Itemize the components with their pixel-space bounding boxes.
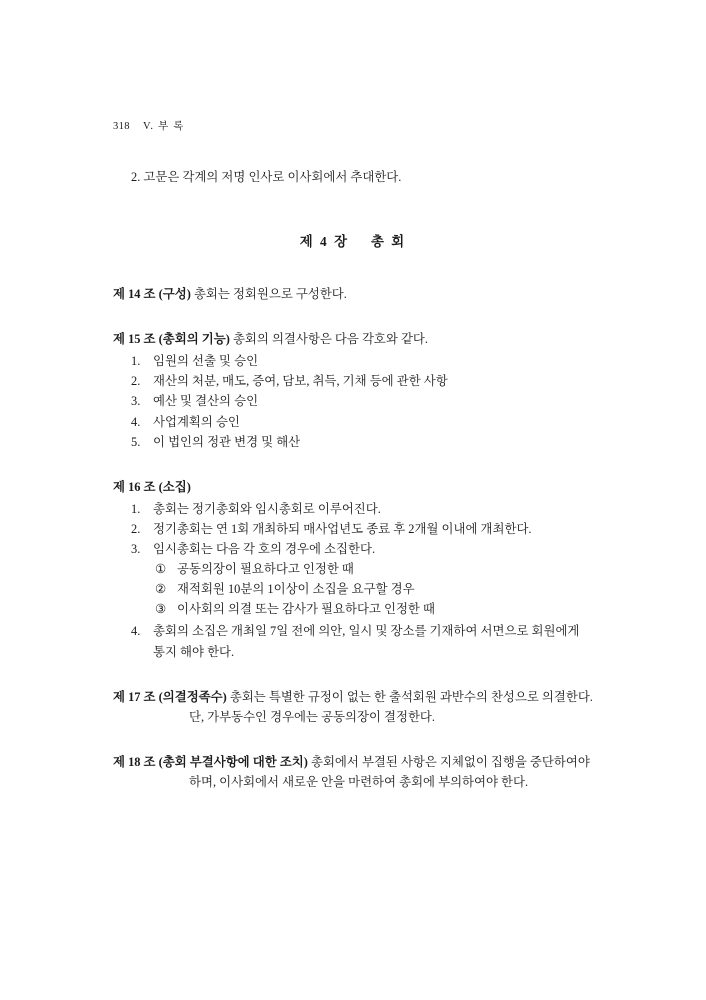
article-16 xyxy=(113,477,593,662)
item-text: 임시총회는 다음 각 호의 경우에 소집한다. xyxy=(153,542,376,557)
article-16-items-cont xyxy=(113,621,593,661)
article-17 xyxy=(113,687,593,727)
list-item xyxy=(155,579,593,599)
chapter-title xyxy=(113,231,593,250)
chapter-title-left: 제 4 장 xyxy=(299,234,350,250)
item-text: 이사회의 의결 또는 감사가 필요하다고 인정한 때 xyxy=(177,602,435,617)
article-15-text: 총회의 의결사항은 다음 각호와 같다. xyxy=(232,332,428,347)
item-number: 3. xyxy=(131,394,141,409)
article-15-head xyxy=(113,329,593,349)
article-15-title: (총회의 기능) xyxy=(158,332,230,347)
list-item xyxy=(131,391,593,411)
item-text: 총회의 소집은 개최일 7일 전에 의안, 일시 및 장소를 기재하여 서면으로 회원에게 통지 해야 한다. xyxy=(153,624,580,659)
page-number: 318 xyxy=(113,121,130,132)
item-number: 4. xyxy=(131,624,141,639)
item-text: 재산의 처분, 매도, 증여, 담보, 취득, 기채 등에 관한 사항 xyxy=(153,374,448,389)
article-15-items xyxy=(113,351,593,451)
item-number: 1. xyxy=(131,501,141,516)
article-17-title: (의결정족수) xyxy=(158,689,227,704)
article-18-head xyxy=(113,752,593,792)
item-number: ③ xyxy=(155,602,167,617)
item-number: 1. xyxy=(131,354,141,369)
article-18-number: 제 18 조 xyxy=(113,754,156,769)
article-16-sub-items xyxy=(113,559,593,619)
article-15-number: 제 15 조 xyxy=(113,332,156,347)
article-16-title: (소집) xyxy=(158,479,191,494)
running-header-section: V. 부 록 xyxy=(142,121,185,132)
list-item xyxy=(131,432,593,452)
article-14 xyxy=(113,284,593,304)
lead-item: 2. 고문은 각계의 저명 인사로 이사회에서 추대한다. xyxy=(131,170,402,184)
item-number: 2. xyxy=(131,374,141,389)
list-item xyxy=(131,539,593,559)
article-14-title: (구성) xyxy=(158,287,191,302)
item-number: ② xyxy=(155,582,167,597)
article-18-text: 총회에서 부결된 사항은 지체없이 집행을 중단하여야 하며, 이사회에서 새로운 안을 마련하여 총회에 부의하여야 한다. xyxy=(189,754,590,789)
article-17-number: 제 17 조 xyxy=(113,689,156,704)
item-text: 정기총회는 연 1회 개최하되 매사업년도 종료 후 2개월 이내에 개최한다. xyxy=(153,521,532,536)
list-item xyxy=(131,371,593,391)
item-text: 재적회원 10분의 1이상이 소집을 요구할 경우 xyxy=(177,582,415,597)
article-14-number: 제 14 조 xyxy=(113,287,156,302)
article-17-text: 총회는 특별한 규정이 없는 한 출석회원 과반수의 찬성으로 의결한다. 단, 가부동수인 경우에는 공동의장이 결정한다. xyxy=(189,689,593,724)
item-text: 사업계획의 승인 xyxy=(153,414,240,429)
article-14-head xyxy=(113,284,593,304)
article-17-head xyxy=(113,687,593,727)
item-text: 예산 및 결산의 승인 xyxy=(153,394,259,409)
list-item xyxy=(155,559,593,579)
item-text: 공동의장이 필요하다고 인정한 때 xyxy=(177,562,354,577)
item-text: 이 법인의 정관 변경 및 해산 xyxy=(153,434,301,449)
list-item xyxy=(155,599,593,619)
article-18-title: (총회 부결사항에 대한 조치) xyxy=(158,754,308,769)
article-14-text: 총회는 정회원으로 구성한다. xyxy=(193,287,347,302)
list-item xyxy=(131,412,593,432)
list-item xyxy=(131,519,593,539)
running-header xyxy=(113,118,593,133)
chapter-title-right: 총 회 xyxy=(371,234,407,250)
item-text: 임원의 선출 및 승인 xyxy=(153,354,259,369)
list-item xyxy=(131,499,593,519)
item-text: 총회는 정기총회와 임시총회로 이루어진다. xyxy=(153,501,381,516)
list-item xyxy=(131,351,593,371)
item-number: 3. xyxy=(131,542,141,557)
item-number: 5. xyxy=(131,434,141,449)
item-number: 4. xyxy=(131,414,141,429)
page-content xyxy=(113,118,593,817)
article-16-number: 제 16 조 xyxy=(113,479,156,494)
article-16-items xyxy=(113,499,593,559)
item-number: ① xyxy=(155,562,167,577)
item-number: 2. xyxy=(131,521,141,536)
article-15 xyxy=(113,329,593,452)
list-item xyxy=(131,621,593,661)
article-18 xyxy=(113,752,593,792)
article-16-head xyxy=(113,477,593,497)
